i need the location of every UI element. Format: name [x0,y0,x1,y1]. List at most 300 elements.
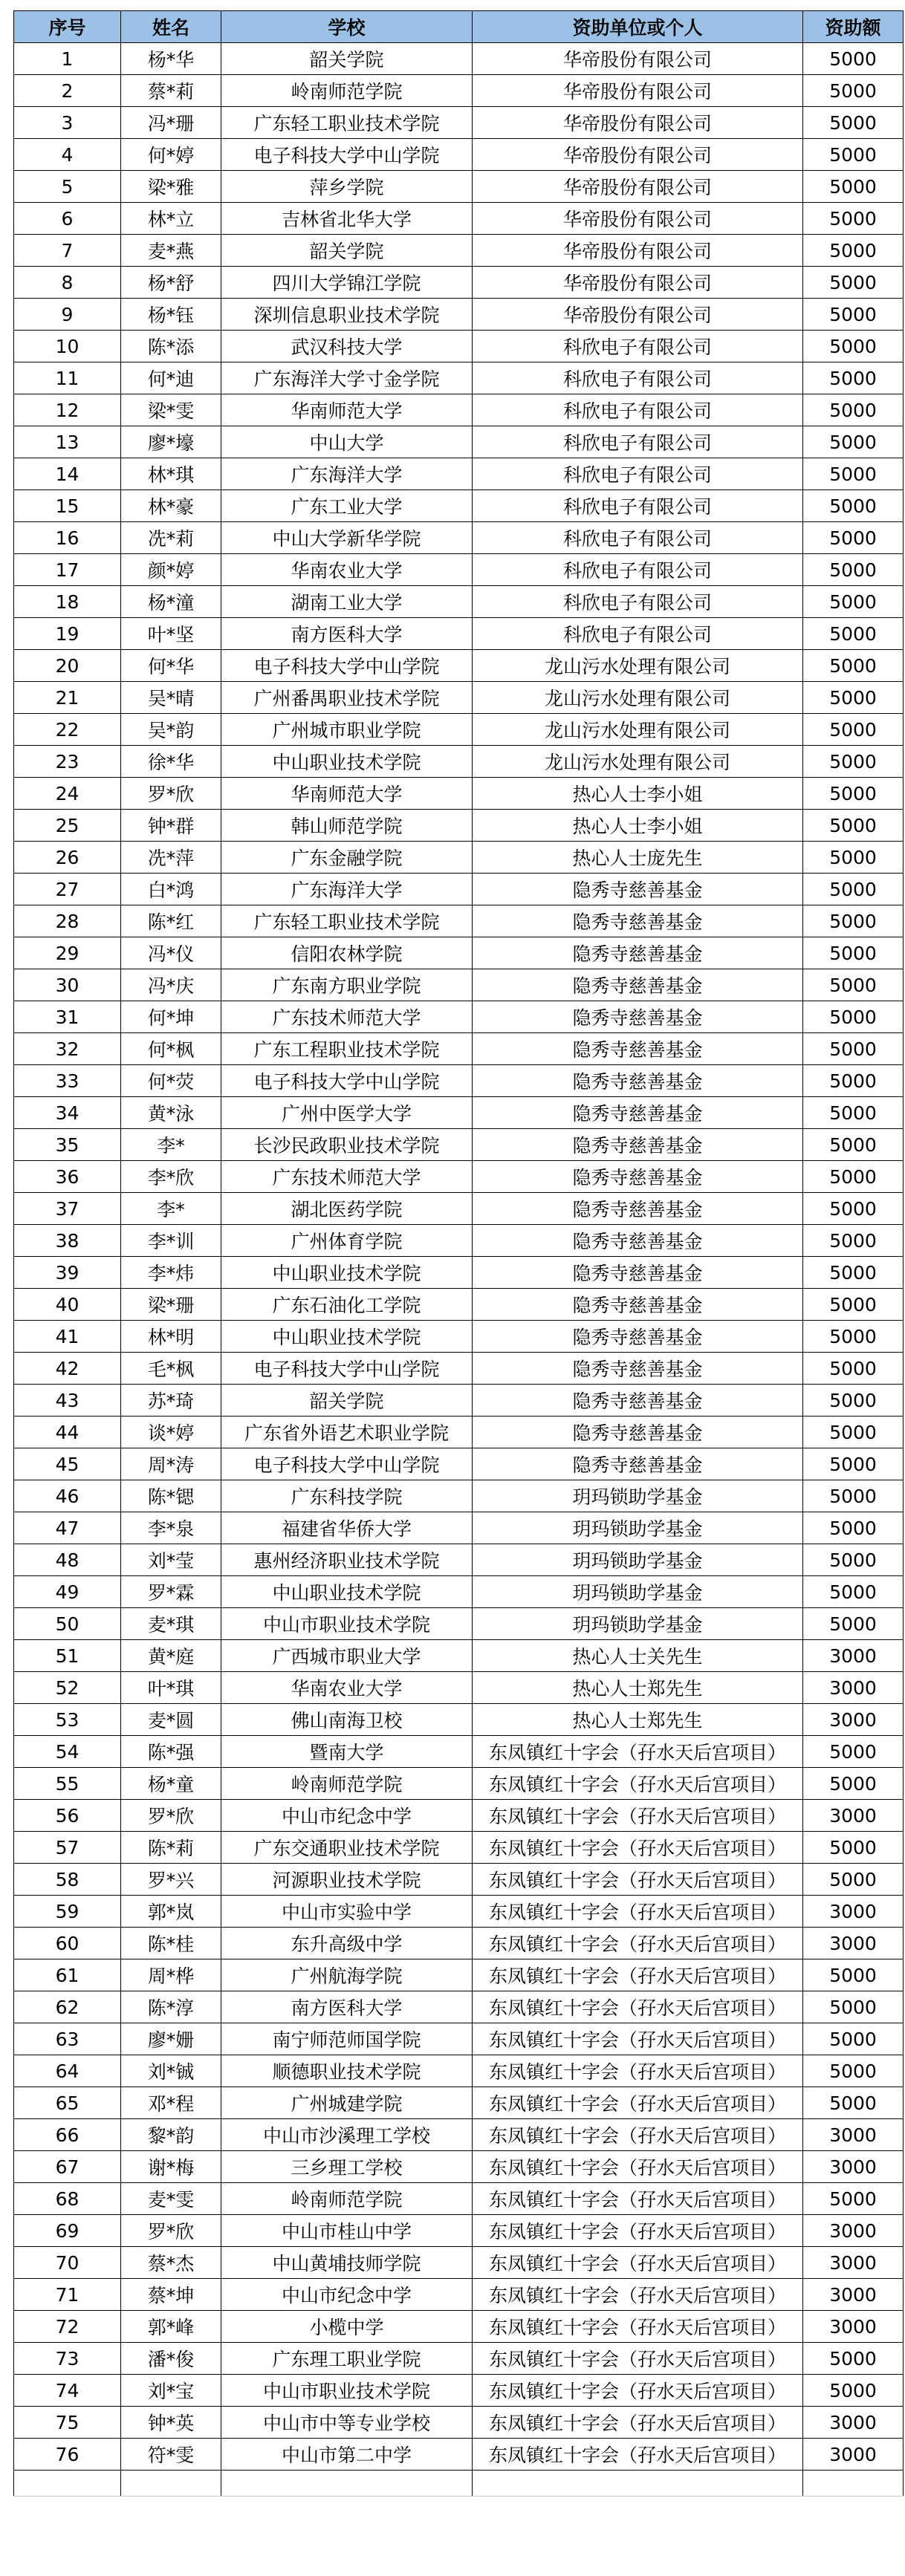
table-row [14,107,904,139]
table-row [14,171,904,203]
cell-sponsor: 华帝股份有限公司 [473,75,803,107]
cell-amount: 5000 [803,1959,904,1991]
cell-name: 罗*霖 [121,1576,221,1608]
cell-sponsor: 东凤镇红十字会（孖水天后宫项目） [473,2375,803,2407]
cell-school: 惠州经济职业技术学院 [221,1544,473,1576]
cell-school: 河源职业技术学院 [221,1864,473,1896]
cell-name: 冼*莉 [121,522,221,554]
cell-sponsor: 玥玛锁助学基金 [473,1544,803,1576]
table-row [14,1448,904,1480]
cell-school: 中山市桂山中学 [221,2215,473,2247]
cell-school: 南方医科大学 [221,618,473,650]
cell-school: 华南农业大学 [221,1672,473,1704]
cell-index: 76 [14,2439,121,2471]
cell-index: 75 [14,2407,121,2439]
cell-sponsor: 东凤镇红十字会（孖水天后宫项目） [473,2183,803,2215]
cell-index: 28 [14,905,121,937]
cell-amount: 3000 [803,2151,904,2183]
cell-name: 何*华 [121,650,221,682]
cell-amount: 5000 [803,682,904,714]
cell-name: 梁*珊 [121,1289,221,1321]
cell-amount: 5000 [803,905,904,937]
cell-name: 符*雯 [121,2439,221,2471]
table-row [14,1672,904,1704]
cell-index: 36 [14,1161,121,1193]
cell-amount: 5000 [803,1353,904,1385]
cell-index: 57 [14,1832,121,1864]
cell-sponsor: 华帝股份有限公司 [473,171,803,203]
table-row [14,618,904,650]
cell-amount: 5000 [803,874,904,905]
cell-amount: 5000 [803,746,904,778]
cell-sponsor: 科欣电子有限公司 [473,586,803,618]
cell-amount: 3000 [803,2119,904,2151]
cell-sponsor: 华帝股份有限公司 [473,43,803,75]
cell-school: 广州中医学大学 [221,1097,473,1129]
cell-index: 20 [14,650,121,682]
cell-school: 广州体育学院 [221,1225,473,1257]
header-amount: 资助额 [803,11,904,43]
table-row [14,394,904,426]
cell-sponsor: 隐秀寺慈善基金 [473,1353,803,1385]
cell-amount: 5000 [803,1257,904,1289]
cell-amount: 5000 [803,1129,904,1161]
cell-school: 中山市职业技术学院 [221,1608,473,1640]
cell-sponsor: 科欣电子有限公司 [473,331,803,362]
cell-school: 吉林省北华大学 [221,203,473,235]
cell-sponsor: 隐秀寺慈善基金 [473,1001,803,1033]
cell-sponsor: 东凤镇红十字会（孖水天后宫项目） [473,1959,803,1991]
cell-name: 陈*桂 [121,1928,221,1959]
cell-sponsor: 东凤镇红十字会（孖水天后宫项目） [473,2343,803,2375]
table-row [14,554,904,586]
cell-index: 32 [14,1033,121,1065]
table-row [14,1033,904,1065]
cell-amount: 5000 [803,1065,904,1097]
cell-index: 58 [14,1864,121,1896]
cell-school: 中山黄埔技师学院 [221,2247,473,2279]
table-row [14,650,904,682]
cell-name: 何*迪 [121,362,221,394]
cell-amount: 5000 [803,1001,904,1033]
table-row [14,2439,904,2471]
cell-index: 68 [14,2183,121,2215]
cell-name: 罗*兴 [121,1864,221,1896]
cell-amount: 5000 [803,2023,904,2055]
table-row [14,1193,904,1225]
cell-amount: 5000 [803,937,904,969]
cell-sponsor: 隐秀寺慈善基金 [473,937,803,969]
cell-index: 11 [14,362,121,394]
table-row [14,969,904,1001]
cell-name: 麦*燕 [121,235,221,267]
cell-name: 钟*群 [121,810,221,842]
cell-index: 74 [14,2375,121,2407]
cell-amount: 3000 [803,2407,904,2439]
cell-amount: 3000 [803,1800,904,1832]
cell-index: 34 [14,1097,121,1129]
table-row [14,2183,904,2215]
cell-amount: 5000 [803,810,904,842]
cell-index: 56 [14,1800,121,1832]
cell-sponsor: 科欣电子有限公司 [473,394,803,426]
cell-name: 蔡*坤 [121,2279,221,2311]
cell-name: 潘*俊 [121,2343,221,2375]
cell-name: 陈*莉 [121,1832,221,1864]
table-row [14,458,904,490]
cell-amount: 5000 [803,235,904,267]
cell-index: 24 [14,778,121,810]
cell-amount: 5000 [803,1289,904,1321]
cell-name: 李*欣 [121,1161,221,1193]
cell-amount: 3000 [803,1704,904,1736]
cell-sponsor: 东凤镇红十字会（孖水天后宫项目） [473,2215,803,2247]
cell-index: 63 [14,2023,121,2055]
table-row [14,1991,904,2023]
cell-index: 25 [14,810,121,842]
cell-index: 38 [14,1225,121,1257]
table-row [14,2311,904,2343]
cell-school: 湖南工业大学 [221,586,473,618]
table-row [14,2215,904,2247]
cell-index: 23 [14,746,121,778]
table-row [14,426,904,458]
table-row [14,2375,904,2407]
cell-school: 电子科技大学中山学院 [221,1353,473,1385]
cell-school: 中山市第二中学 [221,2439,473,2471]
cell-school: 深圳信息职业技术学院 [221,299,473,331]
table-row [14,746,904,778]
cell-sponsor: 东凤镇红十字会（孖水天后宫项目） [473,2247,803,2279]
cell-school: 广东轻工职业技术学院 [221,905,473,937]
cell-name: 颜*婷 [121,554,221,586]
cell-index: 19 [14,618,121,650]
cell-index: 41 [14,1321,121,1353]
cell-index: 67 [14,2151,121,2183]
cell-index: 21 [14,682,121,714]
cell-amount: 5000 [803,1161,904,1193]
cell-index: 15 [14,490,121,522]
cell-name: 邓*程 [121,2087,221,2119]
cell-sponsor: 科欣电子有限公司 [473,554,803,586]
cell-sponsor: 东凤镇红十字会（孖水天后宫项目） [473,1928,803,1959]
cell-sponsor: 玥玛锁助学基金 [473,1576,803,1608]
table-row [14,1640,904,1672]
cell-name: 罗*欣 [121,1800,221,1832]
cell-index: 55 [14,1768,121,1800]
cell-amount: 5000 [803,299,904,331]
cell-name: 周*涛 [121,1448,221,1480]
cell-name: 廖*姗 [121,2023,221,2055]
cell-sponsor: 龙山污水处理有限公司 [473,682,803,714]
cell-sponsor: 热心人士郑先生 [473,1704,803,1736]
cell-amount: 5000 [803,490,904,522]
cell-school: 武汉科技大学 [221,331,473,362]
cell-index: 53 [14,1704,121,1736]
cell-index: 4 [14,139,121,171]
cell-sponsor: 东凤镇红十字会（孖水天后宫项目） [473,2151,803,2183]
cell-index: 31 [14,1001,121,1033]
table-row [14,714,904,746]
table-row [14,362,904,394]
cell-name: 刘*宝 [121,2375,221,2407]
cell-school: 中山职业技术学院 [221,1321,473,1353]
cell-name: 郭*峰 [121,2311,221,2343]
cell-name: 吴*韵 [121,714,221,746]
cell-sponsor: 隐秀寺慈善基金 [473,1448,803,1480]
cell-amount: 5000 [803,1417,904,1448]
cell-amount: 3000 [803,2311,904,2343]
cell-amount: 3000 [803,1672,904,1704]
table-row [14,1161,904,1193]
table-row [14,267,904,299]
cell-sponsor: 科欣电子有限公司 [473,362,803,394]
cell-sponsor: 东凤镇红十字会（孖水天后宫项目） [473,2407,803,2439]
cell-index: 13 [14,426,121,458]
table-row [14,1959,904,1991]
cell-school: 电子科技大学中山学院 [221,650,473,682]
cell-sponsor: 隐秀寺慈善基金 [473,1417,803,1448]
cell-sponsor: 隐秀寺慈善基金 [473,874,803,905]
cell-school: 南方医科大学 [221,1991,473,2023]
cell-amount: 5000 [803,1736,904,1768]
cell-name: 郭*岚 [121,1896,221,1928]
cell-school: 东升高级中学 [221,1928,473,1959]
table-row [14,235,904,267]
cell-index: 65 [14,2087,121,2119]
cell-school: 广东金融学院 [221,842,473,874]
cell-sponsor: 隐秀寺慈善基金 [473,1033,803,1065]
cell-index: 42 [14,1353,121,1385]
table-row [14,1129,904,1161]
cell-index: 47 [14,1512,121,1544]
table-row [14,1001,904,1033]
cell-index: 73 [14,2343,121,2375]
cell-name: 苏*琦 [121,1385,221,1417]
cell-name: 林*明 [121,1321,221,1353]
cell-school: 广州番禺职业技术学院 [221,682,473,714]
table-row [14,1736,904,1768]
cell-sponsor: 科欣电子有限公司 [473,458,803,490]
table-row [14,43,904,75]
cell-school: 顺德职业技术学院 [221,2055,473,2087]
cell-name: 叶*琪 [121,1672,221,1704]
table-row [14,331,904,362]
cell-index: 37 [14,1193,121,1225]
cell-amount: 5000 [803,1512,904,1544]
cell-amount: 5000 [803,1832,904,1864]
cell-school: 中山职业技术学院 [221,1576,473,1608]
cell-school: 萍乡学院 [221,171,473,203]
cell-name: 麦*雯 [121,2183,221,2215]
cell-name: 罗*欣 [121,2215,221,2247]
cell-index: 18 [14,586,121,618]
cell-amount: 5000 [803,1448,904,1480]
cell-index: 5 [14,171,121,203]
cell-name: 李* [121,1193,221,1225]
cell-sponsor: 东凤镇红十字会（孖水天后宫项目） [473,1768,803,1800]
table-row [14,842,904,874]
cell-school: 中山职业技术学院 [221,1257,473,1289]
cell-name: 白*鸿 [121,874,221,905]
cell-amount: 5000 [803,458,904,490]
cell-amount: 3000 [803,2215,904,2247]
cell-sponsor: 隐秀寺慈善基金 [473,1161,803,1193]
cell-amount: 5000 [803,2087,904,2119]
cell-school: 中山大学新华学院 [221,522,473,554]
cell-index: 64 [14,2055,121,2087]
header-school: 学校 [221,11,473,43]
cell-name: 林*琪 [121,458,221,490]
cell-sponsor: 热心人士李小姐 [473,810,803,842]
cell-school: 长沙民政职业技术学院 [221,1129,473,1161]
cell-index: 51 [14,1640,121,1672]
cell-index: 26 [14,842,121,874]
cell-name: 杨*童 [121,1768,221,1800]
table-body [14,43,904,2497]
cell-school: 韶关学院 [221,43,473,75]
cell-school: 广东技术师范大学 [221,1161,473,1193]
cell-sponsor: 热心人士李小姐 [473,778,803,810]
cell-name: 陈*淳 [121,1991,221,2023]
cell-school: 信阳农林学院 [221,937,473,969]
table-row [14,75,904,107]
table-row [14,1704,904,1736]
empty-cell [803,2471,904,2497]
cell-sponsor: 华帝股份有限公司 [473,203,803,235]
cell-name: 麦*琪 [121,1608,221,1640]
cell-school: 电子科技大学中山学院 [221,1065,473,1097]
cell-amount: 5000 [803,1033,904,1065]
cell-sponsor: 隐秀寺慈善基金 [473,905,803,937]
cell-amount: 5000 [803,1864,904,1896]
table-row [14,1768,904,1800]
cell-sponsor: 科欣电子有限公司 [473,426,803,458]
table-row [14,586,904,618]
cell-school: 佛山南海卫校 [221,1704,473,1736]
table-row [14,1480,904,1512]
table-row [14,2055,904,2087]
cell-index: 69 [14,2215,121,2247]
table-row [14,2343,904,2375]
cell-sponsor: 东凤镇红十字会（孖水天后宫项目） [473,1896,803,1928]
empty-cell [14,2471,121,2497]
cell-index: 48 [14,1544,121,1576]
cell-school: 南宁师范师国学院 [221,2023,473,2055]
cell-sponsor: 东凤镇红十字会（孖水天后宫项目） [473,2311,803,2343]
cell-sponsor: 龙山污水处理有限公司 [473,746,803,778]
cell-name: 梁*雅 [121,171,221,203]
cell-name: 钟*英 [121,2407,221,2439]
cell-amount: 5000 [803,1544,904,1576]
cell-index: 22 [14,714,121,746]
cell-amount: 5000 [803,969,904,1001]
table-row [14,2247,904,2279]
table-row [14,1896,904,1928]
cell-school: 四川大学锦江学院 [221,267,473,299]
table-row [14,2087,904,2119]
cell-name: 黎*韵 [121,2119,221,2151]
cell-index: 71 [14,2279,121,2311]
cell-sponsor: 东凤镇红十字会（孖水天后宫项目） [473,1800,803,1832]
cell-amount: 3000 [803,1928,904,1959]
cell-school: 广东理工职业学院 [221,2343,473,2375]
cell-school: 广州城建学院 [221,2087,473,2119]
cell-amount: 5000 [803,394,904,426]
table-row [14,1864,904,1896]
cell-index: 33 [14,1065,121,1097]
table-row [14,1097,904,1129]
table-row [14,1417,904,1448]
cell-index: 66 [14,2119,121,2151]
table-row [14,1385,904,1417]
cell-school: 广东海洋大学 [221,874,473,905]
cell-name: 林*立 [121,203,221,235]
cell-index: 52 [14,1672,121,1704]
cell-name: 黄*庭 [121,1640,221,1672]
table-row [14,2023,904,2055]
cell-name: 陈*添 [121,331,221,362]
cell-school: 中山市职业技术学院 [221,2375,473,2407]
table-row [14,778,904,810]
cell-school: 广东海洋大学寸金学院 [221,362,473,394]
cell-index: 12 [14,394,121,426]
table-row [14,1321,904,1353]
cell-sponsor: 热心人士郑先生 [473,1672,803,1704]
cell-name: 吴*晴 [121,682,221,714]
cell-school: 广东技术师范大学 [221,1001,473,1033]
cell-school: 福建省华侨大学 [221,1512,473,1544]
cell-sponsor: 华帝股份有限公司 [473,235,803,267]
cell-sponsor: 科欣电子有限公司 [473,490,803,522]
cell-index: 1 [14,43,121,75]
cell-school: 广东工业大学 [221,490,473,522]
cell-sponsor: 华帝股份有限公司 [473,139,803,171]
cell-index: 27 [14,874,121,905]
cell-amount: 3000 [803,2439,904,2471]
cell-index: 39 [14,1257,121,1289]
cell-index: 8 [14,267,121,299]
cell-sponsor: 华帝股份有限公司 [473,299,803,331]
header-name: 姓名 [121,11,221,43]
header-sponsor: 资助单位或个人 [473,11,803,43]
cell-name: 刘*莹 [121,1544,221,1576]
cell-school: 三乡理工学校 [221,2151,473,2183]
cell-school: 岭南师范学院 [221,1768,473,1800]
cell-name: 李*泉 [121,1512,221,1544]
cell-sponsor: 东凤镇红十字会（孖水天后宫项目） [473,1991,803,2023]
cell-sponsor: 科欣电子有限公司 [473,618,803,650]
cell-sponsor: 隐秀寺慈善基金 [473,1065,803,1097]
cell-index: 72 [14,2311,121,2343]
cell-school: 韶关学院 [221,235,473,267]
cell-index: 45 [14,1448,121,1480]
cell-name: 冯*仪 [121,937,221,969]
cell-amount: 5000 [803,522,904,554]
cell-amount: 5000 [803,1385,904,1417]
cell-amount: 5000 [803,139,904,171]
cell-index: 14 [14,458,121,490]
cell-index: 59 [14,1896,121,1928]
cell-sponsor: 东凤镇红十字会（孖水天后宫项目） [473,2087,803,2119]
scholarship-table [13,10,904,2497]
cell-school: 华南师范大学 [221,778,473,810]
cell-name: 罗*欣 [121,778,221,810]
cell-name: 林*豪 [121,490,221,522]
cell-sponsor: 东凤镇红十字会（孖水天后宫项目） [473,2279,803,2311]
table-row [14,810,904,842]
cell-amount: 5000 [803,426,904,458]
